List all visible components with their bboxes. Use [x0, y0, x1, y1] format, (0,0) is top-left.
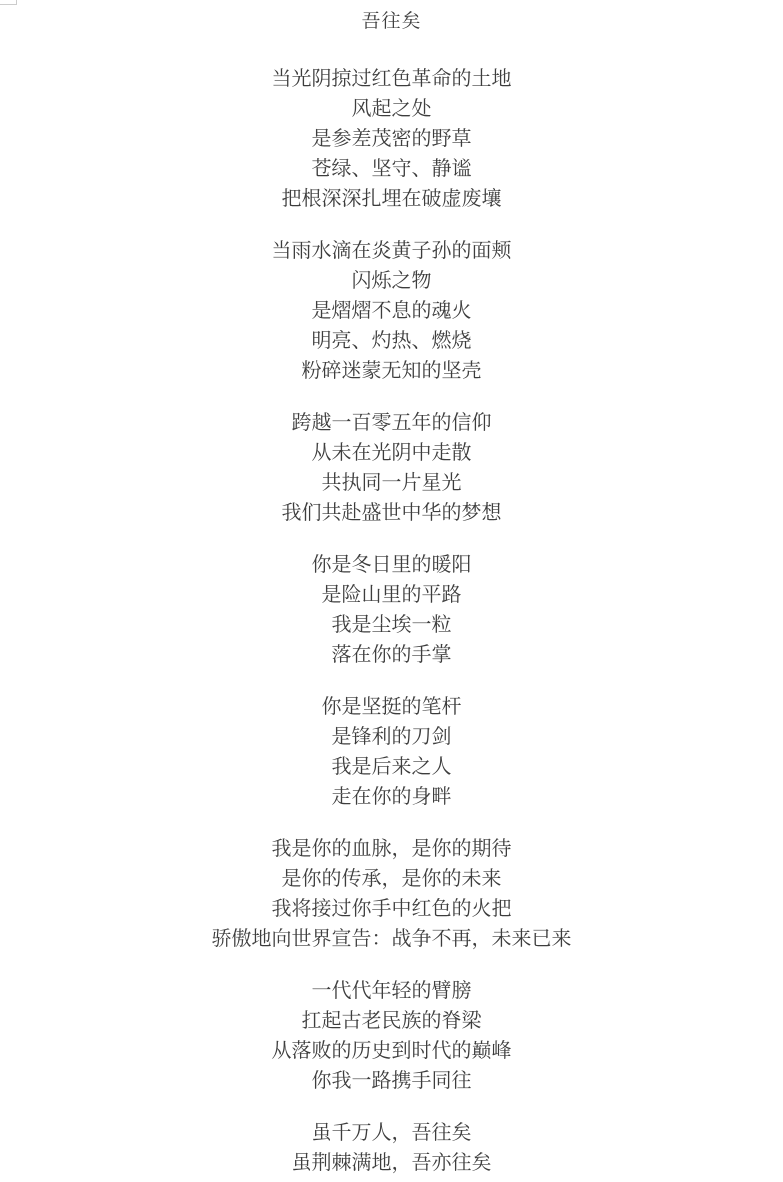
stanza	[0, 408, 783, 528]
poem-line: 把根深深扎埋在破虚废壤	[281, 188, 502, 210]
poem-line: 我将接过你手中红色的火把	[271, 898, 512, 920]
poem-title: 吾往矣	[361, 11, 422, 32]
page-corner-artifact	[0, 0, 17, 5]
poem-line: 我是尘埃一粒	[331, 614, 452, 636]
stanza	[0, 834, 783, 954]
poem-line: 从落败的历史到时代的巅峰	[271, 1040, 512, 1062]
stanza	[0, 64, 783, 214]
stanza	[0, 236, 783, 386]
poem-line: 虽千万人，吾往矣	[311, 1122, 472, 1144]
poem-line: 落在你的手掌	[331, 644, 452, 666]
poem-line: 明亮、灼热、燃烧	[311, 330, 472, 352]
poem-line: 当雨水滴在炎黄子孙的面颊	[271, 240, 512, 262]
stanza	[0, 692, 783, 812]
poem-line: 我是后来之人	[331, 756, 452, 778]
poem-line: 闪烁之物	[351, 270, 432, 292]
poem-line: 粉碎迷蒙无知的坚壳	[301, 360, 482, 382]
poem-line: 虽荆棘满地，吾亦往矣	[291, 1152, 492, 1174]
poem-line: 是锋利的刀剑	[331, 726, 452, 748]
poem-line: 骄傲地向世界宣告：战争不再，未来已来	[211, 928, 572, 950]
poem-line: 扛起古老民族的脊梁	[301, 1010, 482, 1032]
poem-line: 跨越一百零五年的信仰	[291, 412, 492, 434]
poem-line: 从未在光阴中走散	[311, 442, 472, 464]
poem-line: 我是你的血脉，是你的期待	[271, 838, 512, 860]
poem-line: 你我一路携手同往	[311, 1070, 472, 1092]
poem-line: 我们共赴盛世中华的梦想	[281, 502, 502, 524]
poem-line: 风起之处	[351, 98, 432, 120]
poem-line: 共执同一片星光	[321, 472, 462, 494]
poem-line: 是你的传承，是你的未来	[281, 868, 502, 890]
poem-line: 走在你的身畔	[331, 786, 452, 808]
stanza	[0, 976, 783, 1096]
poem-line: 苍绿、坚守、静谧	[311, 158, 472, 180]
stanza	[0, 1118, 783, 1178]
poem-line: 你是冬日里的暖阳	[311, 554, 472, 576]
poem-line: 是熠熠不息的魂火	[311, 300, 472, 322]
poem-line: 是参差茂密的野草	[311, 128, 472, 150]
poem-line: 当光阴掠过红色革命的土地	[271, 68, 512, 90]
poem-line: 是险山里的平路	[321, 584, 462, 606]
poem-line: 一代代年轻的臂膀	[311, 980, 472, 1002]
poem-body	[0, 64, 783, 1178]
stanza	[0, 550, 783, 670]
poem-line: 你是坚挺的笔杆	[321, 696, 462, 718]
